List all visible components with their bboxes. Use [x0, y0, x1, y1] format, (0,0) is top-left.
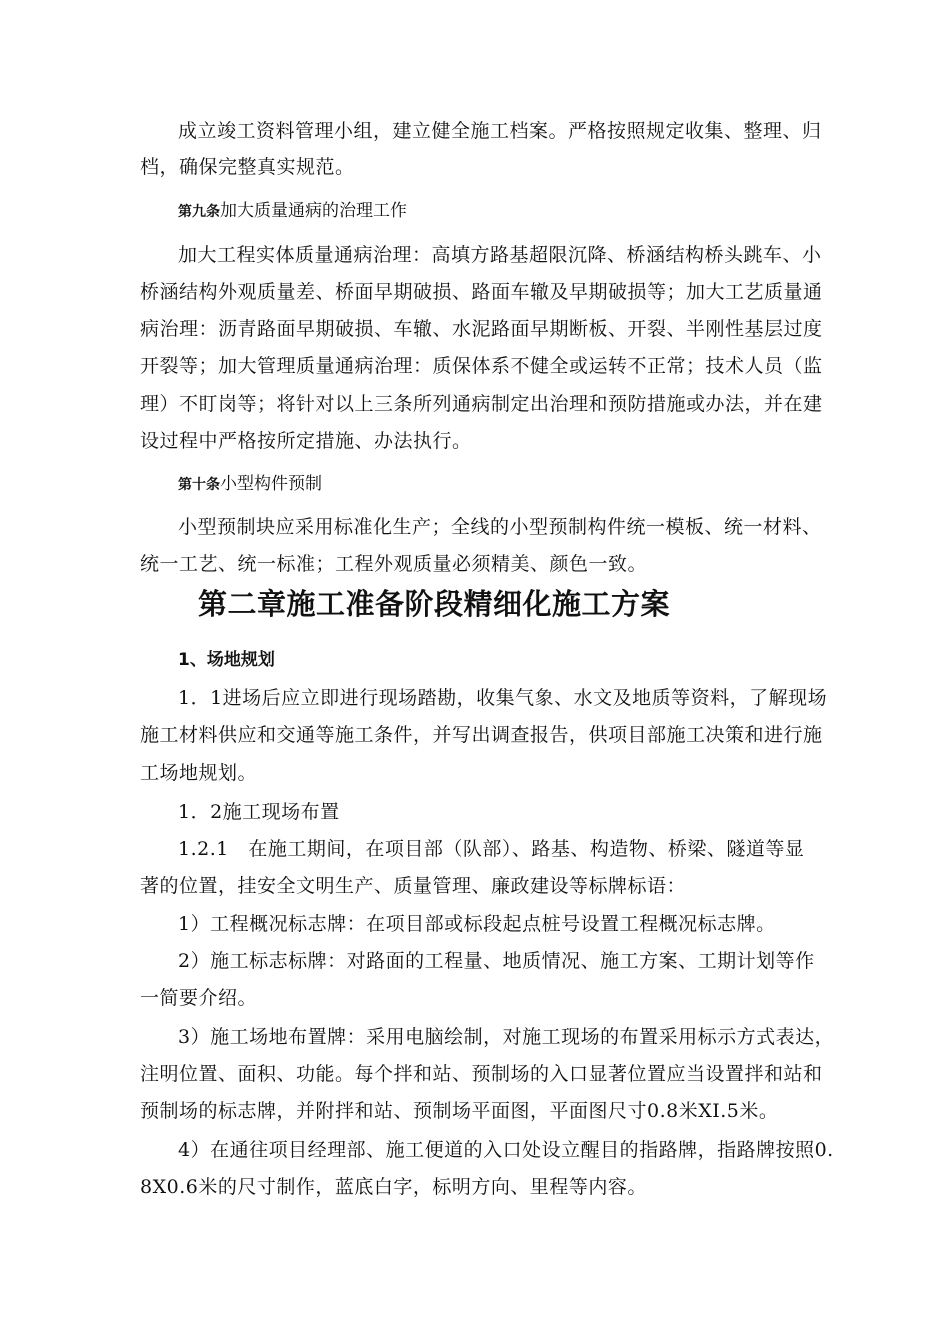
clause-10-title: 小型构件预制 — [220, 474, 322, 494]
paragraph-1-2-1-line-1: 1.2.1 在施工期间，在项目部（队部）、路基、构造物、桥梁、隧道等显 — [178, 838, 805, 860]
paragraph-quality-line-6: 设过程中严格按所定措施、办法执行。 — [140, 430, 472, 452]
paragraph-1-2-1-line-2: 著的位置，挂安全文明生产、质量管理、廉政建设等标牌标语： — [140, 875, 687, 897]
paragraph-quality-line-3: 病治理：沥青路面早期破损、车辙、水泥路面早期断板、开裂、半刚性基层过度 — [140, 318, 823, 340]
paragraph-quality-line-1: 加大工程实体质量通病治理：高填方路基超限沉降、桥涵结构桥头跳车、小 — [178, 244, 822, 266]
list-item-4-line-1: 4）在通往项目经理部、施工便道的入口处设立醒目的指路牌，指路牌按照0. — [178, 1139, 834, 1161]
list-item-1-line-1: 1）工程概况标志牌：在项目部或标段起点桩号设置工程概况标志牌。 — [178, 913, 776, 935]
paragraph-1-1-line-3: 工场地规划。 — [140, 762, 258, 784]
paragraph-archives-line-1: 成立竣工资料管理小组，建立健全施工档案。严格按照规定收集、整理、归 — [178, 120, 822, 142]
chapter-title: 第二章施工准备阶段精细化施工方案 — [198, 587, 671, 621]
clause-9-heading — [178, 199, 407, 224]
list-item-3-line-1: 3）施工场地布置牌：采用电脑绘制，对施工现场的布置采用标示方式表达， — [178, 1026, 835, 1048]
clause-9-number: 第九条 — [178, 204, 220, 220]
paragraph-quality-line-2: 桥涵结构外观质量差、桥面早期破损、路面车辙及早期破损等；加大工艺质量通 — [140, 281, 823, 303]
paragraph-1-1-line-2: 施工材料供应和交通等施工条件，并写出调查报告，供项目部施工决策和进行施 — [140, 724, 823, 746]
paragraph-quality-line-4: 开裂等；加大管理质量通病治理：质保体系不健全或运转不正常；技术人员（监 — [140, 355, 823, 377]
paragraph-precast-line-2: 统一工艺、统一标准；工程外观质量必须精美、颜色一致。 — [140, 553, 648, 575]
clause-10-heading — [178, 472, 322, 497]
paragraph-precast-line-1: 小型预制块应采用标准化生产；全线的小型预制构件统一模板、统一材料、 — [178, 516, 822, 538]
list-item-3-line-3: 预制场的标志牌，并附拌和站、预制场平面图，平面图尺寸0.8米XI.5米。 — [140, 1100, 779, 1122]
list-item-4-line-2: 8X0.6米的尺寸制作，蓝底白字，标明方向、里程等内容。 — [140, 1176, 647, 1198]
list-item-3-line-2: 注明位置、面积、功能。每个拌和站、预制场的入口显著位置应当设置拌和站和 — [140, 1063, 823, 1085]
paragraph-quality-line-5: 理）不盯岗等；将针对以上三条所列通病制定出治理和预防措施或办法，并在建 — [140, 393, 823, 415]
subsection-1-2-heading: 1．2施工现场布置 — [178, 801, 340, 823]
clause-9-title: 加大质量通病的治理工作 — [220, 201, 407, 221]
list-item-2-line-2: 一简要介绍。 — [140, 987, 258, 1009]
paragraph-archives-line-2: 档，确保完整真实规范。 — [140, 156, 355, 178]
list-item-2-line-1: 2）施工标志标牌：对路面的工程量、地质情况、施工方案、工期计划等作 — [178, 950, 815, 972]
clause-10-number: 第十条 — [178, 477, 220, 493]
section-1-heading: 1、场地规划 — [178, 650, 275, 670]
paragraph-1-1-line-1: 1．1进场后应立即进行现场踏勘，收集气象、水文及地质等资料，了解现场 — [178, 687, 828, 709]
